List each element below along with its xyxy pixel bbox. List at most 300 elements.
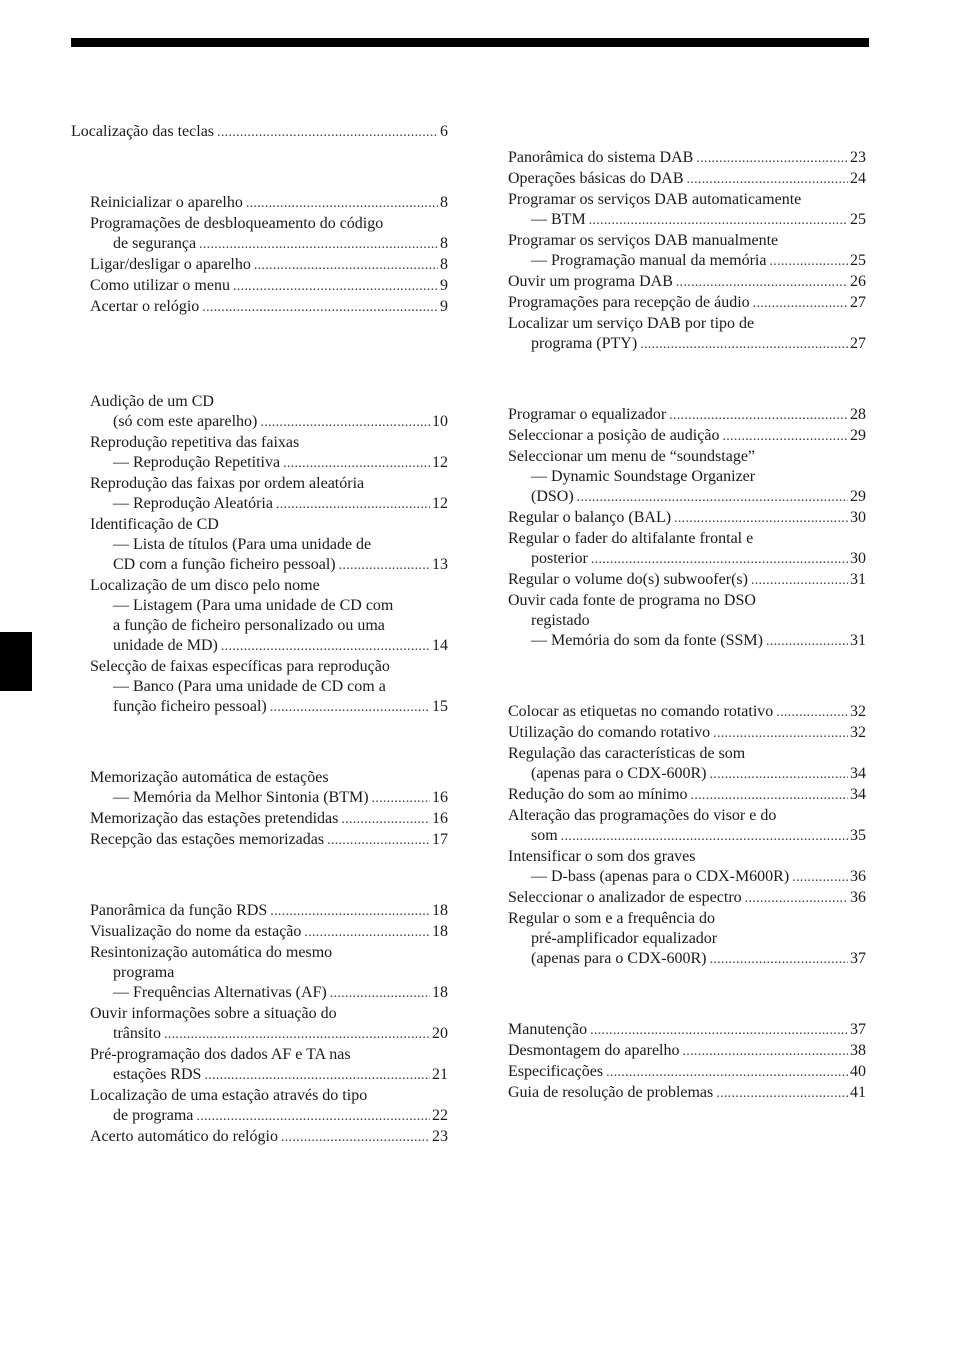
toc-entry-line [508, 929, 866, 949]
toc-entry-title: Colocar as etiquetas no comando rotativo [508, 703, 774, 720]
toc-entry[interactable] [508, 508, 866, 529]
toc-page-number: 34 [850, 765, 866, 782]
toc-page-number: 16 [432, 789, 448, 806]
toc-entry-title: — Banco (Para uma unidade de CD com a [113, 678, 386, 695]
dot-leader [640, 334, 848, 355]
dot-leader [776, 702, 848, 723]
toc-entry-line [508, 549, 866, 570]
toc-entry-line [90, 234, 448, 255]
toc-entry-line [90, 596, 448, 616]
toc-entry-title: Desmontagem do aparelho [508, 1042, 680, 1059]
toc-entry-title: Guia de resolução de problemas [508, 1084, 714, 1101]
dot-leader [339, 555, 430, 576]
dot-leader [217, 122, 438, 143]
toc-entry[interactable] [508, 702, 866, 723]
toc-page-number: 10 [432, 413, 448, 430]
toc-page-number: 24 [850, 170, 866, 187]
toc-entry-line [508, 529, 866, 549]
toc-entry-line [508, 570, 866, 591]
dot-leader [792, 867, 848, 888]
toc-entry-title: programa (PTY) [531, 335, 638, 352]
toc-entry-title: registado [531, 612, 590, 629]
toc-entry[interactable] [90, 276, 448, 297]
toc-page-number: 27 [850, 335, 866, 352]
dot-leader [683, 1041, 849, 1062]
dot-leader [674, 508, 848, 529]
toc-entry-title: — Dynamic Soundstage Organizer [531, 468, 756, 485]
toc-entry[interactable] [71, 122, 448, 143]
toc-entry-line [90, 392, 448, 412]
toc-entry-title: (só com este aparelho) [113, 413, 258, 430]
toc-page-number: 35 [850, 827, 866, 844]
toc-entry-line [508, 334, 866, 355]
toc-page-number: 9 [440, 298, 448, 315]
toc-entry-line [508, 744, 866, 764]
toc-entry-line [90, 515, 448, 535]
toc-page-number: 22 [432, 1107, 448, 1124]
dot-leader [202, 297, 438, 318]
toc-entry-line [90, 297, 448, 318]
toc-entry-line [508, 611, 866, 631]
toc-entry[interactable] [508, 293, 866, 314]
dot-leader [254, 255, 438, 276]
toc-entry-line [71, 122, 448, 143]
toc-entry[interactable] [508, 529, 866, 570]
toc-entry-line [508, 210, 866, 231]
toc-entry-line [508, 764, 866, 785]
toc-entry-line [90, 768, 448, 788]
dot-leader [722, 426, 848, 447]
toc-entry-line [508, 591, 866, 611]
toc-page-number: 18 [432, 984, 448, 1001]
toc-entry-title: Localizar um serviço DAB por tipo de [508, 315, 755, 332]
toc-page-number: 36 [850, 868, 866, 885]
dot-leader [204, 1065, 430, 1086]
toc-page-number: 41 [850, 1084, 866, 1101]
toc-entry[interactable] [508, 447, 866, 508]
toc-entry-line [508, 631, 866, 652]
toc-entry[interactable] [90, 576, 448, 657]
toc-entry-line [90, 494, 448, 515]
toc-entry-line [90, 697, 448, 718]
toc-entry[interactable] [508, 570, 866, 591]
toc-page-number: 9 [440, 277, 448, 294]
toc-entry[interactable] [508, 148, 866, 169]
dot-leader [281, 1127, 430, 1148]
toc-entry-title: Reprodução das faixas por ordem aleatória [90, 475, 365, 492]
dot-leader [196, 1106, 430, 1127]
toc-entry-title: Pré-programação dos dados AF e TA nas [90, 1046, 351, 1063]
toc-page-number: 38 [850, 1042, 866, 1059]
toc-entry-line [90, 535, 448, 555]
toc-entry-title: — Frequências Alternativas (AF) [113, 984, 327, 1001]
toc-entry-title: Reprodução repetitiva das faixas [90, 434, 300, 451]
toc-entry-line [90, 555, 448, 576]
dot-leader [283, 453, 430, 474]
toc-entry-line [90, 983, 448, 1004]
dot-leader [710, 764, 849, 785]
toc-page-number: 28 [850, 406, 866, 423]
toc-page-number: 18 [432, 902, 448, 919]
toc-entry-title: função ficheiro pessoal) [113, 698, 267, 715]
toc-entry[interactable] [508, 426, 866, 447]
toc-page-number: 31 [850, 632, 866, 649]
toc-entry-line [90, 636, 448, 657]
dot-leader [766, 631, 848, 652]
toc-entry-line [90, 809, 448, 830]
toc-page-number: 6 [440, 123, 448, 140]
toc-entry-title: pré-amplificador equalizador [531, 930, 718, 947]
toc-entry-line [90, 1065, 448, 1086]
toc-entry-title: Resintonização automática do mesmo [90, 944, 333, 961]
toc-entry-line [508, 467, 866, 487]
toc-page-number: 25 [850, 252, 866, 269]
toc-entry[interactable] [90, 255, 448, 276]
toc-page-number: 36 [850, 889, 866, 906]
toc-entry-line [508, 447, 866, 467]
toc-entry-title: de programa [113, 1107, 194, 1124]
toc-entry-line [508, 190, 866, 210]
toc-entry-line [508, 1062, 866, 1083]
toc-entry-title: — Lista de títulos (Para uma unidade de [113, 536, 372, 553]
toc-entry-title: Manutenção [508, 1021, 588, 1038]
toc-entry-line [508, 785, 866, 806]
toc-entry-line [90, 963, 448, 983]
toc-entry[interactable] [508, 723, 866, 744]
dot-leader [753, 293, 848, 314]
toc-entry-line [90, 276, 448, 297]
toc-entry-title: Seleccionar um menu de “soundstage” [508, 448, 756, 465]
toc-entry-title: Utilização do comando rotativo [508, 724, 711, 741]
toc-entry-title: Ouvir cada fonte de programa no DSO [508, 592, 756, 609]
toc-page-number: 29 [850, 488, 866, 505]
toc-entry-title: Reinicializar o aparelho [90, 194, 243, 211]
toc-entry-line [90, 830, 448, 851]
toc-entry-title: — Memória da Melhor Sintonia (BTM) [113, 789, 369, 806]
toc-entry-line [90, 1106, 448, 1127]
dot-leader [341, 809, 430, 830]
toc-entry[interactable] [508, 1062, 866, 1083]
toc-entry-line [508, 949, 866, 970]
dot-leader [716, 1083, 848, 1104]
toc-entry[interactable] [508, 1083, 866, 1104]
toc-entry-line [508, 1020, 866, 1041]
toc-entry-line [508, 231, 866, 251]
section-tab-marker [0, 632, 32, 691]
toc-entry-title: Memorização automática de estações [90, 769, 329, 786]
toc-entry-title: som [531, 827, 558, 844]
toc-entry-title: Programar o equalizador [508, 406, 667, 423]
toc-entry-title: Ligar/desligar o aparelho [90, 256, 251, 273]
toc-entry[interactable] [508, 231, 866, 272]
toc-page-number: 37 [850, 1021, 866, 1038]
toc-entry[interactable] [90, 922, 448, 943]
toc-entry-line [508, 702, 866, 723]
toc-entry-title: Localização de uma estação através do tipo [90, 1087, 368, 1104]
dot-leader [745, 888, 848, 909]
dot-leader [606, 1062, 848, 1083]
toc-entry[interactable] [90, 809, 448, 830]
dot-leader [589, 210, 848, 231]
toc-entry-title: de segurança [113, 235, 197, 252]
toc-entry-line [508, 148, 866, 169]
toc-entry-title: — Programação manual da memória [531, 252, 767, 269]
toc-page-number: 25 [850, 211, 866, 228]
toc-entry-line [508, 1083, 866, 1104]
toc-page-number: 17 [432, 831, 448, 848]
toc-entry[interactable] [90, 1045, 448, 1086]
toc-entry-title: Localização das teclas [71, 123, 215, 140]
toc-entry-title: Panorâmica da função RDS [90, 902, 268, 919]
dot-leader [276, 494, 430, 515]
toc-page-number: 40 [850, 1063, 866, 1080]
dot-leader [304, 922, 430, 943]
dot-leader [751, 570, 848, 591]
toc-entry[interactable] [508, 785, 866, 806]
toc-entry-line [90, 1045, 448, 1065]
toc-entry-line [508, 867, 866, 888]
toc-page-number: 8 [440, 194, 448, 211]
toc-entry-title: trânsito [113, 1025, 161, 1042]
toc-entry[interactable] [508, 190, 866, 231]
toc-entry-line [90, 576, 448, 596]
toc-entry[interactable] [90, 1004, 448, 1045]
toc-entry-title: (DSO) [531, 488, 574, 505]
toc-entry-title: posterior [531, 550, 588, 567]
toc-entry-line [90, 412, 448, 433]
toc-entry[interactable] [90, 474, 448, 515]
toc-entry[interactable] [90, 657, 448, 718]
toc-entry-title: Ouvir informações sobre a situação do [90, 1005, 337, 1022]
toc-page-number: 23 [850, 149, 866, 166]
dot-leader [669, 405, 848, 426]
dot-leader [590, 1020, 848, 1041]
toc-entry[interactable] [508, 314, 866, 355]
dot-leader [260, 412, 430, 433]
toc-entry[interactable] [508, 591, 866, 652]
toc-entry-title: Panorâmica do sistema DAB [508, 149, 694, 166]
toc-page-number: 27 [850, 294, 866, 311]
toc-entry[interactable] [508, 1020, 866, 1041]
toc-entry-line [90, 1004, 448, 1024]
toc-entry-title: Ouvir um programa DAB [508, 273, 673, 290]
toc-entry-line [90, 433, 448, 453]
toc-entry-title: estações RDS [113, 1066, 202, 1083]
toc-entry[interactable] [90, 943, 448, 1004]
toc-entry-title: Regular o balanço (BAL) [508, 509, 672, 526]
toc-entry-title: Regular o fader do altifalante frontal e [508, 530, 754, 547]
toc-page-number: 15 [432, 698, 448, 715]
dot-leader [691, 785, 848, 806]
toc-entry-line [508, 169, 866, 190]
dot-leader [696, 148, 848, 169]
toc-entry-title: Acerto automático do relógio [90, 1128, 278, 1145]
toc-entry-line [508, 426, 866, 447]
toc-entry[interactable] [90, 901, 448, 922]
toc-entry-title: Recepção das estações memorizadas [90, 831, 325, 848]
dot-leader [769, 251, 848, 272]
toc-entry[interactable] [508, 909, 866, 970]
toc-entry-title: Especificações [508, 1063, 604, 1080]
toc-entry[interactable] [508, 405, 866, 426]
toc-page-number: 34 [850, 786, 866, 803]
dot-leader [591, 549, 848, 570]
toc-entry-line [90, 474, 448, 494]
toc-page-number: 23 [432, 1128, 448, 1145]
toc-page-number: 8 [440, 235, 448, 252]
toc-entry[interactable] [90, 392, 448, 433]
dot-leader [330, 983, 430, 1004]
toc-entry-line [508, 405, 866, 426]
toc-entry-line [508, 909, 866, 929]
toc-page-number: 26 [850, 273, 866, 290]
toc-entry[interactable] [508, 888, 866, 909]
toc-entry-line [90, 788, 448, 809]
toc-page-number: 31 [850, 571, 866, 588]
toc-entry-title: Seleccionar o analizador de espectro [508, 889, 742, 906]
toc-page-number: 18 [432, 923, 448, 940]
toc-entry-line [508, 1041, 866, 1062]
toc-column-left [71, 122, 448, 1148]
toc-entry[interactable] [508, 1041, 866, 1062]
dot-leader [164, 1024, 430, 1045]
toc-entry[interactable] [90, 830, 448, 851]
toc-page-number: 8 [440, 256, 448, 273]
toc-entry-title: Regular o volume do(s) subwoofer(s) [508, 571, 748, 588]
toc-entry-line [508, 293, 866, 314]
dot-leader [577, 487, 848, 508]
toc-entry[interactable] [90, 1086, 448, 1127]
toc-page-number: 14 [432, 637, 448, 654]
toc-entry-line [90, 901, 448, 922]
toc-entry-line [508, 314, 866, 334]
toc-entry-title: Operações básicas do DAB [508, 170, 684, 187]
toc-entry[interactable] [90, 1127, 448, 1148]
toc-entry-line [90, 943, 448, 963]
toc-entry-title: Programar os serviços DAB manualmente [508, 232, 779, 249]
toc-entry[interactable] [508, 847, 866, 888]
dot-leader [561, 826, 848, 847]
toc-entry-title: Acertar o relógio [90, 298, 200, 315]
toc-column-right [508, 148, 866, 1104]
toc-page-number: 29 [850, 427, 866, 444]
toc-entry-line [508, 272, 866, 293]
toc-entry-line [90, 1024, 448, 1045]
toc-entry[interactable] [90, 193, 448, 214]
toc-entry[interactable] [508, 169, 866, 190]
toc-entry-title: (apenas para o CDX-600R) [531, 950, 707, 967]
header-rule [71, 38, 869, 47]
toc-entry-line [90, 1086, 448, 1106]
toc-entry-title: Como utilizar o menu [90, 277, 230, 294]
toc-entry-title: — Memória do som da fonte (SSM) [531, 632, 763, 649]
dot-leader [676, 272, 848, 293]
toc-page-number: 12 [432, 495, 448, 512]
dot-leader [327, 830, 430, 851]
toc-entry-line [90, 922, 448, 943]
toc-entry-line [508, 251, 866, 272]
toc-entry-title: Programar os serviços DAB automaticamente [508, 191, 802, 208]
toc-entry-title: — Listagem (Para uma unidade de CD com [113, 597, 394, 614]
toc-entry[interactable] [90, 433, 448, 474]
toc-entry-title: programa [113, 964, 175, 981]
toc-entry-line [90, 214, 448, 234]
toc-entry-line [508, 847, 866, 867]
toc-entry-title: Audição de um CD [90, 393, 214, 410]
toc-entry-title: Selecção de faixas específicas para reprodução [90, 658, 390, 675]
toc-page-number: 30 [850, 550, 866, 567]
dot-leader [233, 276, 438, 297]
toc-entry-title: Memorização das estações pretendidas [90, 810, 339, 827]
toc-entry[interactable] [90, 515, 448, 576]
toc-page-number: 37 [850, 950, 866, 967]
toc-entry-line [508, 508, 866, 529]
toc-page-number: 20 [432, 1025, 448, 1042]
toc-entry-title: Regulação das características de som [508, 745, 746, 762]
toc-entry-title: Alteração das programações do visor e do [508, 807, 777, 824]
toc-entry-title: — BTM [531, 211, 586, 228]
toc-page-number: 16 [432, 810, 448, 827]
toc-entry-title: Programações para recepção de áudio [508, 294, 750, 311]
dot-leader [687, 169, 849, 190]
toc-entry[interactable] [508, 744, 866, 785]
toc-page-number: 21 [432, 1066, 448, 1083]
toc-entry-title: (apenas para o CDX-600R) [531, 765, 707, 782]
toc-entry-line [90, 677, 448, 697]
toc-entry-line [508, 723, 866, 744]
toc-entry[interactable] [90, 768, 448, 809]
toc-entry-title: CD com a função ficheiro pessoal) [113, 556, 336, 573]
toc-entry-line [508, 826, 866, 847]
toc-entry-title: Intensificar o som dos graves [508, 848, 696, 865]
toc-entry[interactable] [508, 272, 866, 293]
toc-entry-title: Localização de um disco pelo nome [90, 577, 320, 594]
toc-entry-line [90, 193, 448, 214]
toc-entry-line [508, 487, 866, 508]
toc-entry-title: — Reprodução Repetitiva [113, 454, 281, 471]
toc-entry-line [90, 657, 448, 677]
toc-entry[interactable] [508, 806, 866, 847]
dot-leader [246, 193, 438, 214]
dot-leader [270, 901, 430, 922]
dot-leader [221, 636, 430, 657]
toc-entry-line [508, 806, 866, 826]
dot-leader [270, 697, 430, 718]
toc-entry-title: Regular o som e a frequência do [508, 910, 716, 927]
dot-leader [199, 234, 438, 255]
toc-entry-title: Visualização do nome da estação [90, 923, 302, 940]
dot-leader [713, 723, 848, 744]
toc-entry-line [508, 888, 866, 909]
toc-entry-title: Programações de desbloqueamento do código [90, 215, 384, 232]
toc-entry-title: Identificação de CD [90, 516, 219, 533]
toc-entry-title: unidade de MD) [113, 637, 218, 654]
toc-entry-line [90, 1127, 448, 1148]
toc-entry-title: a função de ficheiro personalizado ou uma [113, 617, 385, 634]
toc-entry-title: — Reprodução Aleatória [113, 495, 273, 512]
toc-entry-title: — D-bass (apenas para o CDX-M600R) [531, 868, 790, 885]
toc-entry[interactable] [90, 297, 448, 318]
toc-page-number: 32 [850, 724, 866, 741]
dot-leader [372, 788, 430, 809]
toc-page-number: 12 [432, 454, 448, 471]
toc-entry[interactable] [90, 214, 448, 255]
dot-leader [710, 949, 849, 970]
toc-page-number: 32 [850, 703, 866, 720]
toc-page-number: 13 [432, 556, 448, 573]
toc-entry-line [90, 453, 448, 474]
toc-entry-title: Redução do som ao mínimo [508, 786, 688, 803]
